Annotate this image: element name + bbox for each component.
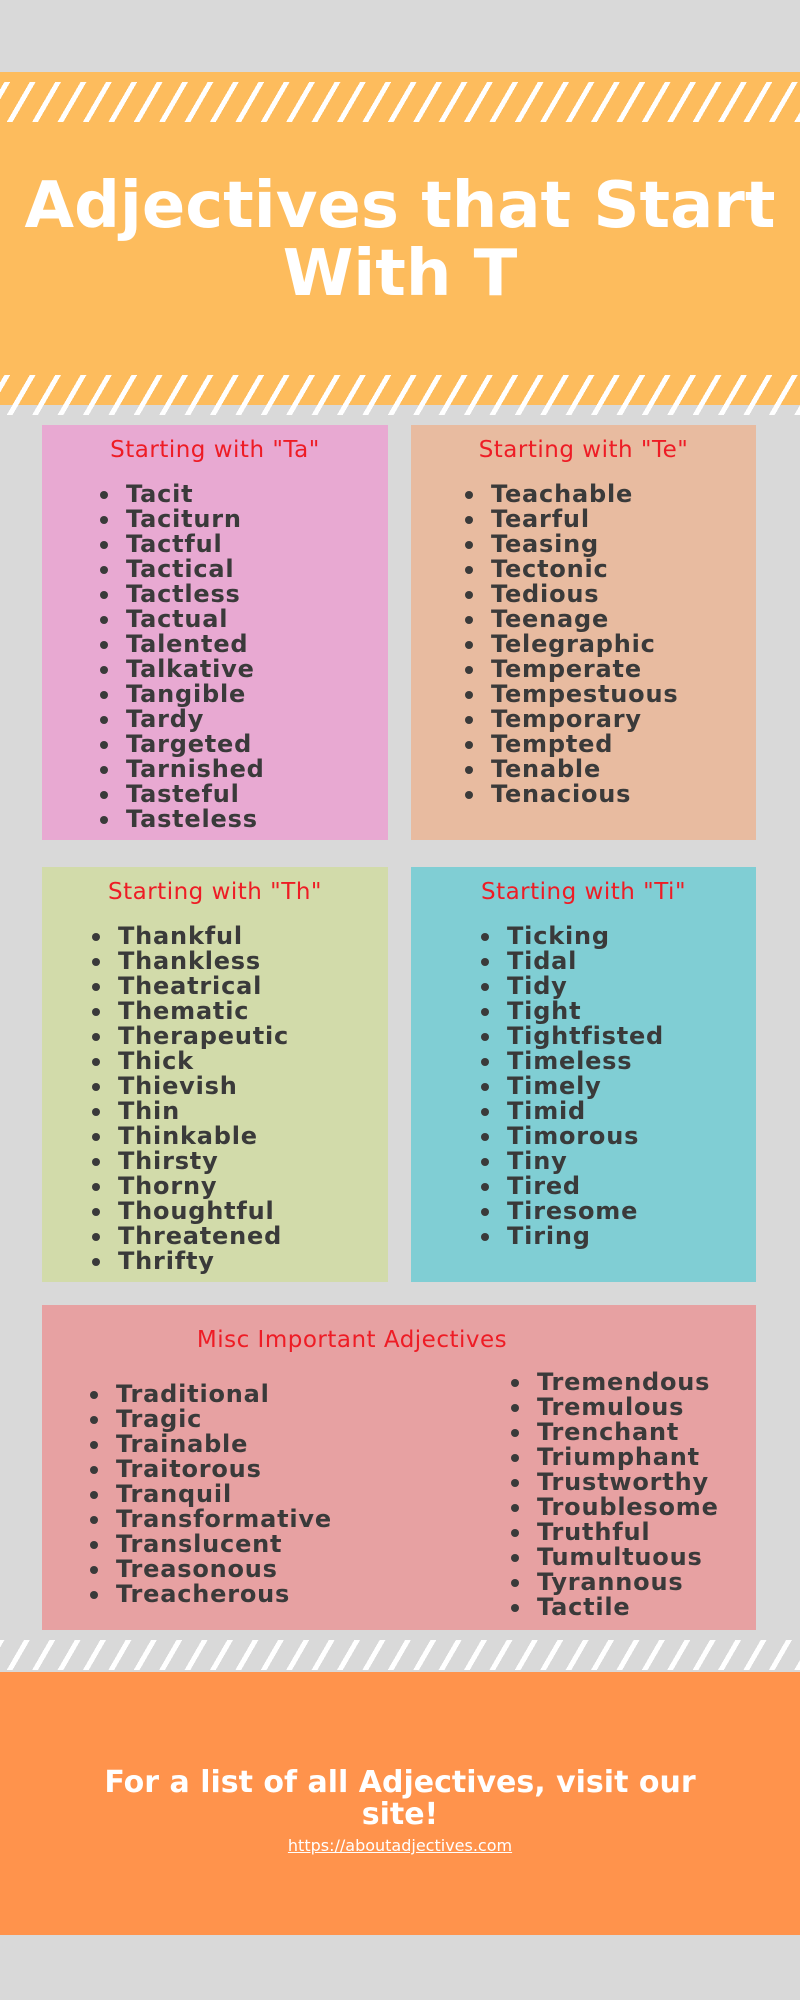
list-item: Thin bbox=[90, 1099, 289, 1124]
card-te bbox=[411, 425, 756, 840]
list-item: Temporary bbox=[463, 707, 678, 732]
list-item: Tight bbox=[479, 999, 664, 1024]
list-item: Taciturn bbox=[98, 507, 265, 532]
list-item: Timid bbox=[479, 1099, 664, 1124]
list-item: Thematic bbox=[90, 999, 289, 1024]
list-item: Timely bbox=[479, 1074, 664, 1099]
word-list-left bbox=[88, 1382, 332, 1607]
list-item: Tremulous bbox=[509, 1395, 719, 1420]
list-item: Thankless bbox=[90, 949, 289, 974]
list-item: Timeless bbox=[479, 1049, 664, 1074]
list-item: Tempted bbox=[463, 732, 678, 757]
list-item: Treasonous bbox=[88, 1557, 332, 1582]
list-item: Thrifty bbox=[90, 1249, 289, 1274]
list-item: Tardy bbox=[98, 707, 265, 732]
list-item: Tedious bbox=[463, 582, 678, 607]
list-item: Thick bbox=[90, 1049, 289, 1074]
footer-body bbox=[0, 1672, 800, 1935]
list-item: Translucent bbox=[88, 1532, 332, 1557]
card-heading: Misc Important Adjectives bbox=[196, 1327, 508, 1353]
list-item: Thirsty bbox=[90, 1149, 289, 1174]
list-item: Tidy bbox=[479, 974, 664, 999]
list-item: Teasing bbox=[463, 532, 678, 557]
list-item: Teenage bbox=[463, 607, 678, 632]
card-ti bbox=[411, 867, 756, 1282]
header-banner bbox=[0, 72, 800, 405]
list-item: Thoughtful bbox=[90, 1199, 289, 1224]
card-heading: Starting with "Ta" bbox=[110, 437, 320, 463]
site-link[interactable]: https://aboutadjectives.com bbox=[287, 1836, 513, 1855]
list-item: Tarnished bbox=[98, 757, 265, 782]
word-list bbox=[463, 482, 678, 807]
decorative-stripes-footer bbox=[0, 1640, 800, 1670]
list-item: Tangible bbox=[98, 682, 265, 707]
decorative-stripes-bottom bbox=[0, 375, 800, 415]
list-item: Tactical bbox=[98, 557, 265, 582]
list-item: Tactful bbox=[98, 532, 265, 557]
list-item: Tectonic bbox=[463, 557, 678, 582]
decorative-stripes-top bbox=[0, 82, 800, 122]
list-item: Thorny bbox=[90, 1174, 289, 1199]
list-item: Tenacious bbox=[463, 782, 678, 807]
list-item: Thievish bbox=[90, 1074, 289, 1099]
list-item: Targeted bbox=[98, 732, 265, 757]
list-item: Tactual bbox=[98, 607, 265, 632]
word-list-right bbox=[509, 1370, 719, 1620]
card-heading: Starting with "Ti" bbox=[480, 879, 687, 905]
list-item: Tacit bbox=[98, 482, 265, 507]
list-item: Tidal bbox=[479, 949, 664, 974]
list-item: Threatened bbox=[90, 1224, 289, 1249]
footer-cta: For a list of all Adjectives, visit our site! bbox=[104, 1765, 696, 1832]
word-list bbox=[90, 924, 289, 1274]
list-item: Teachable bbox=[463, 482, 678, 507]
list-item: Tiring bbox=[479, 1224, 664, 1249]
list-item: Triumphant bbox=[509, 1445, 719, 1470]
list-item: Tempestuous bbox=[463, 682, 678, 707]
word-list bbox=[479, 924, 664, 1249]
list-item: Truthful bbox=[509, 1520, 719, 1545]
list-item: Tasteful bbox=[98, 782, 265, 807]
list-item: Therapeutic bbox=[90, 1024, 289, 1049]
card-heading: Starting with "Th" bbox=[108, 879, 322, 905]
list-item: Trustworthy bbox=[509, 1470, 719, 1495]
list-item: Ticking bbox=[479, 924, 664, 949]
list-item: Tiresome bbox=[479, 1199, 664, 1224]
list-item: Tyrannous bbox=[509, 1570, 719, 1595]
list-item: Tenable bbox=[463, 757, 678, 782]
word-list bbox=[98, 482, 265, 832]
card-ta bbox=[42, 425, 388, 840]
page-title: Adjectives that Start With T bbox=[24, 169, 776, 311]
list-item: Tumultuous bbox=[509, 1545, 719, 1570]
list-item: Tactless bbox=[98, 582, 265, 607]
card-misc bbox=[42, 1305, 756, 1630]
footer-banner bbox=[0, 1640, 800, 1935]
list-item: Tightfisted bbox=[479, 1024, 664, 1049]
list-item: Tasteless bbox=[98, 807, 265, 832]
list-item: Thankful bbox=[90, 924, 289, 949]
list-item: Traitorous bbox=[88, 1457, 332, 1482]
list-item: Troublesome bbox=[509, 1495, 719, 1520]
list-item: Tranquil bbox=[88, 1482, 332, 1507]
list-item: Talkative bbox=[98, 657, 265, 682]
list-item: Tactile bbox=[509, 1595, 719, 1620]
list-item: Tragic bbox=[88, 1407, 332, 1432]
list-item: Thinkable bbox=[90, 1124, 289, 1149]
list-item: Talented bbox=[98, 632, 265, 657]
list-item: Treacherous bbox=[88, 1582, 332, 1607]
list-item: Trainable bbox=[88, 1432, 332, 1457]
list-item: Timorous bbox=[479, 1124, 664, 1149]
list-item: Tiny bbox=[479, 1149, 664, 1174]
list-item: Traditional bbox=[88, 1382, 332, 1407]
list-item: Theatrical bbox=[90, 974, 289, 999]
list-item: Trenchant bbox=[509, 1420, 719, 1445]
list-item: Tired bbox=[479, 1174, 664, 1199]
card-heading: Starting with "Te" bbox=[478, 437, 689, 463]
list-item: Telegraphic bbox=[463, 632, 678, 657]
card-th bbox=[42, 867, 388, 1282]
list-item: Tearful bbox=[463, 507, 678, 532]
list-item: Temperate bbox=[463, 657, 678, 682]
list-item: Tremendous bbox=[509, 1370, 719, 1395]
list-item: Transformative bbox=[88, 1507, 332, 1532]
